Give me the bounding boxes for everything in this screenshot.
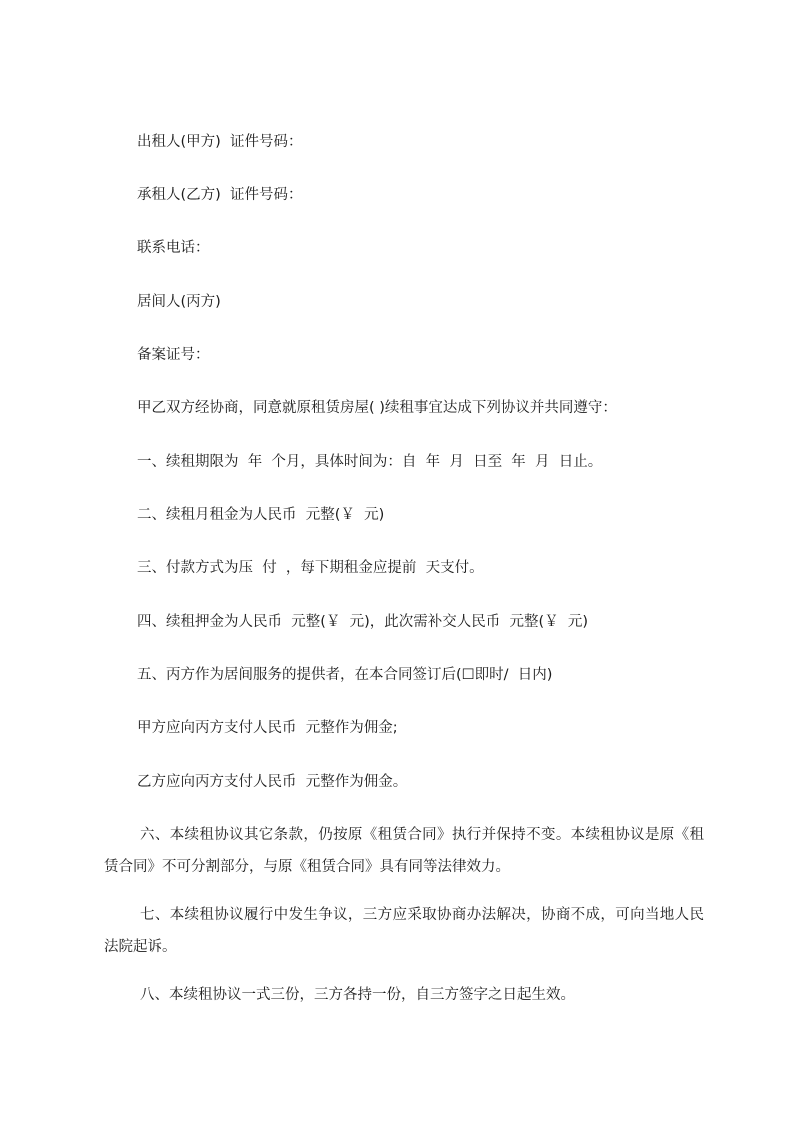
lessor-line: 出租人(甲方) 证件号码： — [137, 134, 303, 150]
clause-5: 五、丙方作为居间服务的提供者，在本合同签订后(☐即时/ 日内) — [137, 667, 553, 683]
clause-4: 四、续租押金为人民币 元整(￥ 元)，此次需补交人民币 元整(￥ 元) — [137, 614, 588, 630]
lessee-line: 承租人(乙方) 证件号码： — [137, 187, 303, 203]
clause-3: 三、付款方式为压 付 ，每下期租金应提前 天支付。 — [137, 560, 484, 576]
phone-line: 联系电话： — [137, 240, 210, 256]
clause-2: 二、续租月租金为人民币 元整(￥ 元) — [137, 507, 385, 523]
agent-line: 居间人(丙方) — [137, 294, 221, 310]
clause-7: 七、本续租协议履行中发生争议，三方应采取协商办法解决，协商不成，可向当地人民法院起诉。 — [104, 907, 704, 955]
clause-6: 六、本续租协议其它条款，仍按原《租赁合同》执行并保持不变。本续租协议是原《租赁合同》不可分割部分，与原《租赁合同》具有同等法律效力。 — [104, 827, 704, 875]
clause-1: 一、续租期限为 年 个月，具体时间为：自 年 月 日至 年 月 日止。 — [137, 454, 603, 470]
record-number-line: 备案证号： — [137, 347, 210, 363]
clause-5-lessee-commission: 乙方应向丙方支付人民币 元整作为佣金。 — [137, 774, 408, 790]
intro-paragraph: 甲乙双方经协商，同意就原租赁房屋( )续租事宜达成下列协议并共同遵守： — [137, 400, 617, 416]
clause-8: 八、本续租协议一式三份，三方各持一份，自三方签字之日起生效。 — [140, 987, 575, 1003]
clause-5-lessor-commission: 甲方应向丙方支付人民币 元整作为佣金; — [137, 720, 398, 736]
